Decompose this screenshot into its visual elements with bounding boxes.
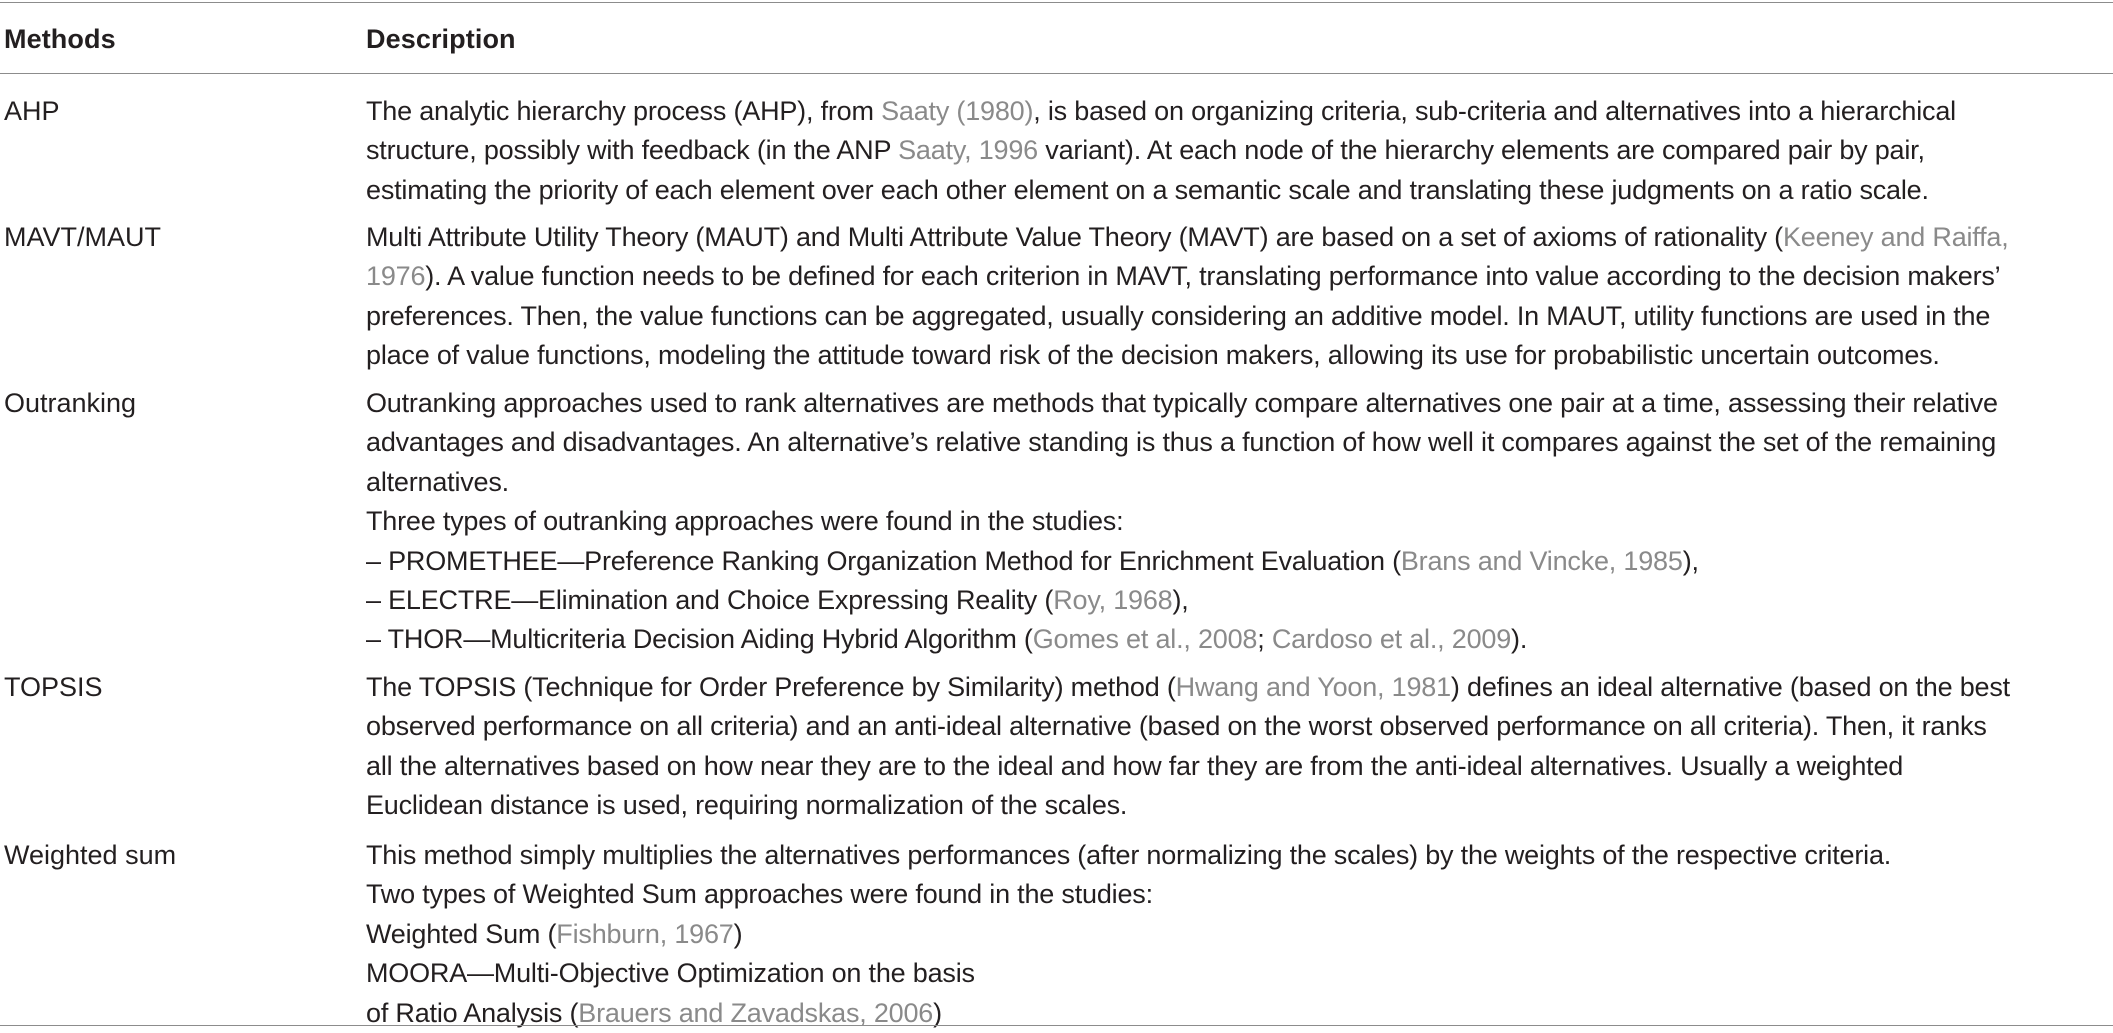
description-text: The TOPSIS (Technique for Order Preference by Similarity) method (	[366, 672, 1176, 702]
description-text: Three types of outranking approaches were found in the studies:	[366, 506, 1124, 537]
citation-link: Fishburn, 1967	[556, 918, 734, 949]
description-line	[366, 502, 2111, 541]
table-top-rule	[0, 2, 2113, 3]
description-cell	[366, 384, 2111, 660]
description-text: MOORA—Multi-Objective Optimization on the basis	[366, 958, 975, 989]
description-text: Multi Attribute Utility Theory (MAUT) and Multi Attribute Value Theory (MAVT) are based on a set of axioms of rationality (	[366, 222, 1783, 252]
method-cell: Outranking	[4, 388, 137, 418]
description-cell	[366, 92, 2111, 210]
table-bottom-rule	[0, 1025, 2113, 1026]
description-text: ).	[1511, 624, 1528, 655]
description-line	[366, 92, 2111, 131]
description-text: estimating the priority of each element over each other element on a semantic scale and translating these judgments on a ratio scale.	[366, 174, 1929, 205]
description-line	[366, 384, 2111, 423]
description-text: structure, possibly with feedback (in the ANP	[366, 135, 899, 166]
description-cell	[366, 218, 2111, 376]
description-text: This method simply multiplies the alternatives performances (after normalizing the scales) by the weights of the respective criteria.	[366, 840, 1892, 870]
description-text: – PROMETHEE—Preference Ranking Organization Method for Enrichment Evaluation (	[366, 545, 1401, 576]
description-text: place of value functions, modeling the attitude toward risk of the decision makers, allowing its use for probabilistic uncertain outcomes.	[366, 340, 1940, 371]
description-line	[366, 954, 2111, 993]
description-line	[366, 336, 2111, 375]
description-text: observed performance on all criteria) and an anti-ideal alternative (based on the worst observed performance on all criteria). Then, it ranks	[366, 711, 1987, 742]
description-text: all the alternatives based on how near they are to the ideal and how far they are from the anti-ideal alternatives. Usually a weighted	[366, 750, 1904, 781]
method-cell: MAVT/MAUT	[4, 222, 161, 252]
description-text: ),	[1682, 545, 1699, 576]
citation-link: Saaty, 1996	[898, 135, 1038, 166]
description-cell	[366, 668, 2111, 826]
description-line	[366, 747, 2111, 786]
description-text: The analytic hierarchy process (AHP), from	[366, 96, 882, 126]
description-line	[366, 581, 2111, 620]
header-description: Description	[366, 24, 516, 54]
citation-link: Keeney and Raiffa,	[1782, 222, 2009, 252]
description-line	[366, 875, 2111, 914]
description-text: of Ratio Analysis (	[366, 997, 579, 1028]
description-text: ;	[1257, 624, 1272, 655]
description-text: Outranking approaches used to rank alternatives are methods that typically compare alternatives one pair at a time, assessing their relative	[366, 388, 1998, 418]
description-text: Weighted Sum (	[366, 918, 557, 949]
description-text: alternatives.	[366, 466, 509, 497]
description-line	[366, 915, 2111, 954]
citation-link: Hwang and Yoon, 1981	[1175, 672, 1451, 702]
description-text: – THOR—Multicriteria Decision Aiding Hybrid Algorithm (	[366, 624, 1033, 655]
citation-link: Brauers and Zavadskas, 2006	[578, 997, 934, 1028]
description-line	[366, 786, 2111, 825]
description-text: )	[933, 997, 942, 1028]
description-line	[366, 620, 2111, 659]
description-text: , is based on organizing criteria, sub-criteria and alternatives into a hierarchical	[1033, 96, 1956, 126]
description-line	[366, 707, 2111, 746]
description-line	[366, 423, 2111, 462]
header-rule	[0, 73, 2113, 74]
description-cell	[366, 836, 2111, 1033]
description-text: ). A value function needs to be defined for each criterion in MAVT, translating performance into value according to the decision makers’	[425, 261, 2001, 292]
description-text: – ELECTRE—Elimination and Choice Expressing Reality (	[366, 585, 1054, 616]
description-line	[366, 836, 2111, 875]
description-line	[366, 994, 2111, 1033]
description-line	[366, 171, 2111, 210]
description-text: ),	[1172, 585, 1189, 616]
description-text: variant). At each node of the hierarchy elements are compared pair by pair,	[1037, 135, 1925, 166]
description-line	[366, 463, 2111, 502]
method-cell: TOPSIS	[4, 672, 103, 702]
description-text: ) defines an ideal alternative (based on the best	[1450, 672, 2010, 702]
description-text: Two types of Weighted Sum approaches were found in the studies:	[366, 879, 1153, 910]
citation-link: Saaty (1980)	[881, 96, 1034, 126]
description-line	[366, 131, 2111, 170]
description-line	[366, 297, 2111, 336]
method-cell: Weighted sum	[4, 840, 177, 870]
description-text: )	[733, 918, 743, 949]
description-line	[366, 218, 2111, 257]
header-methods: Methods	[4, 24, 116, 54]
description-line	[366, 257, 2111, 296]
description-text: advantages and disadvantages. An alternative’s relative standing is thus a function of how well it compares against the set of the remaining	[366, 427, 1997, 458]
citation-link: 1976	[366, 261, 426, 292]
citation-link: Gomes et al., 2008	[1032, 624, 1258, 655]
citation-link: Cardoso et al., 2009	[1271, 624, 1512, 655]
description-line	[366, 542, 2111, 581]
citation-link: Brans and Vincke, 1985	[1400, 545, 1683, 576]
description-text: Euclidean distance is used, requiring normalization of the scales.	[366, 790, 1128, 821]
description-line	[366, 668, 2111, 707]
description-text: preferences. Then, the value functions can be aggregated, usually considering an additive model. In MAUT, utility functions are used in the	[366, 300, 1991, 331]
citation-link: Roy, 1968	[1053, 585, 1173, 616]
method-cell: AHP	[4, 96, 60, 126]
